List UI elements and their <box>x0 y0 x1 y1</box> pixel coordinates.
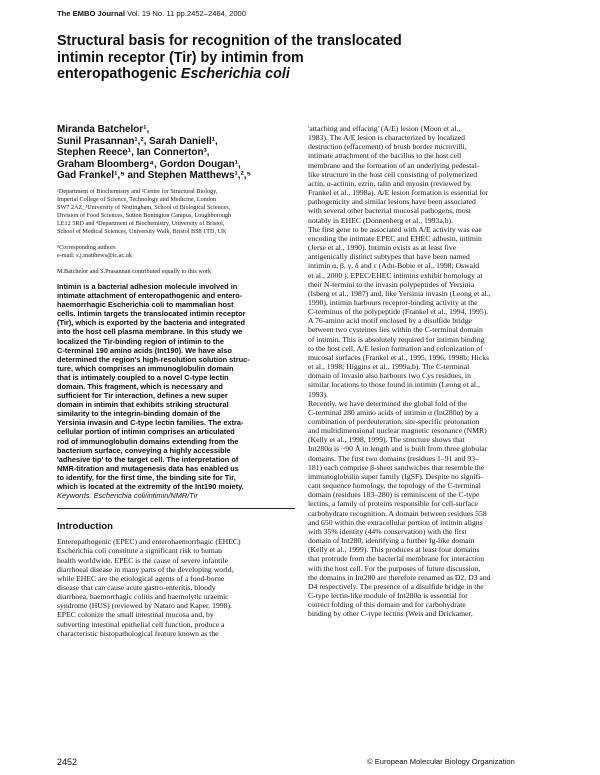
body-line: like structure in the host cell consisting of polymerized <box>308 169 478 179</box>
body-line: (Kelly et al., 1998, 1999). The structure shows that <box>308 435 465 445</box>
abstract-line: which is located at the extremity of the Int190 moiety. <box>57 482 244 492</box>
abstract-line: rod of immunoglobulin domains extending from the <box>57 436 239 446</box>
abstract-line: into the host cell plasma membrane. In this study we <box>57 327 243 337</box>
abstract-line: Yersinia invasin and C-type lectin families. The extra- <box>57 418 244 428</box>
body-line: mucosal surfaces (Frankel et al., 1995, 1996, 1998b; Hicks <box>308 352 490 362</box>
body-line: 1983). The A/E lesion is characterized by localized <box>308 133 465 143</box>
body-line: and 650 within the extracellular portion of intimin aligns <box>308 517 483 527</box>
abstract <box>57 282 295 500</box>
abstract-text <box>57 282 295 491</box>
author-line: Stephen Reece¹, Ian Connerton³, <box>57 147 210 159</box>
affiliation-line: Division of Food Sciences, Sutton Bonington Campus, Loughborough <box>57 211 232 219</box>
body-line: domain of Int280, identifying a further Ig-like domain <box>308 536 475 546</box>
body-line: membrane and the formation of an underlying pedestal- <box>308 160 480 170</box>
body-line: correct folding of this domain and for carbohydrate <box>308 600 466 610</box>
abstract-line: to identify, for the first time, the binding site for Tir, <box>57 472 236 482</box>
body-line: Int280α is ~90 Å in length and is built from three globular <box>308 444 488 454</box>
body-line: (Isberg et al., 1987) and, like Yersinia invasin (Leong et al., <box>308 288 491 298</box>
intro-line: diarrhoeal disease in many parts of the developing world, <box>57 564 234 574</box>
body-line: (Kelly et al., 1999). This produces at least four domains <box>308 545 480 555</box>
body-line: carbohydrate recognition. A domain between residues 558 <box>308 508 487 518</box>
body-line: the domains in Int280 are therefore renamed as D2, D3 and <box>308 572 491 582</box>
body-line: to the host cell, A/E lesion formation and colonization of <box>308 343 483 353</box>
body-line: between two cysteines lies within the C-terminal domain <box>308 325 483 335</box>
abstract-line: 'adhesive tip' to the target cell. The interpretation of <box>57 454 239 464</box>
abstract-line: domain in intimin that exhibits striking structural <box>57 400 229 410</box>
section-divider <box>57 508 295 509</box>
affiliation-line <box>57 260 295 268</box>
abstract-line: bacterium surface, conveying a highly accessible <box>57 445 231 455</box>
body-line: with 35% identity (44% conservation) with the first <box>308 526 467 536</box>
author-line: Sunil Prasannan¹,², Sarah Daniell¹, <box>57 135 218 147</box>
body-line: Recently, we have determined the global fold of the <box>308 398 467 408</box>
abstract-line: similarity to the integrin-binding domain of the <box>57 409 221 419</box>
affiliation-line: e-mail: s.j.matthews@ic.ac.uk <box>57 251 132 259</box>
abstract-line: localized the Tir-binding region of intimin to the <box>57 336 224 346</box>
running-header <box>57 9 246 18</box>
journal-name: The EMBO Journal <box>57 9 125 18</box>
body-line: with the host cell. For the purposes of future discussion, <box>308 563 481 573</box>
keywords <box>57 491 295 500</box>
author-line: Gad Frankel¹,⁵ and Stephen Matthews¹,²,⁵ <box>57 170 252 182</box>
body-line: and multidimensional nuclear magnetic resonance (NMR) <box>308 426 487 436</box>
intro-line: disease that can cause acute gastro-enteritis, bloody <box>57 583 216 592</box>
body-line: Frankel et al., 1998a). A/E lesion formation is essential for <box>308 188 489 198</box>
abstract-line: Intimin is a bacterial adhesion molecule involved in <box>57 281 238 291</box>
abstract-line: (Tir), which is exported by the bacteria and integrated <box>57 318 245 328</box>
body-line: 181) each comprise β-sheet sandwiches that resemble the <box>308 462 485 472</box>
right-column <box>308 124 545 618</box>
affiliation-line: SW7 2AZ, ³University of Nottingham, School of Biological Sciences, <box>57 203 231 211</box>
affiliations <box>57 188 295 276</box>
publisher-notice: © European Molecular Biology Organization <box>367 757 515 766</box>
introduction-text <box>57 537 295 638</box>
body-line: domains. The first two domains (residues 1–91 and 93– <box>308 453 479 463</box>
title-line: intimin receptor (Tir) by intimin from <box>57 49 304 66</box>
author-line: Graham Bloomberg⁴, Gordon Dougan¹, <box>57 158 241 170</box>
body-line: immunoglobulin super family (IgSF). Despite no signifi- <box>308 471 483 481</box>
body-line: (Jerse et al., 1990). Intimin exists as at least five <box>308 243 457 253</box>
intro-line: EPEC colonize the small intestinal mucosa and, by <box>57 610 214 620</box>
body-line: 1990), intimin harbours receptor-binding activity at the <box>308 297 478 307</box>
journal-citation: Vol. 19 No. 11 pp.2452–2464, 2000 <box>127 9 246 18</box>
affiliation-line: ⁵Corresponding authors <box>57 243 116 251</box>
title-line: Structural basis for recognition of the translocated <box>57 33 402 49</box>
affiliation-line <box>57 236 295 244</box>
body-line: The first gene to be associated with A/E activity was eae <box>308 224 482 234</box>
intro-line: health worldwide. EPEC is the cause of severe infantile <box>57 555 228 565</box>
body-line: that protrude from the bacterial membrane for interaction <box>308 554 485 564</box>
author-line: Miranda Batchelor¹, <box>57 124 150 135</box>
abstract-line: C-terminal 190 amino acids (Int190). We have also <box>57 345 232 355</box>
body-line: A 76-amino acid motif enclosed by a disulfide bridge <box>308 316 472 326</box>
abstract-line: determined the region's high-resolution solution struc- <box>57 354 250 364</box>
body-line: domain of invasin also harbours two Cys residues, in <box>308 371 471 381</box>
keywords-text: Escherichia coli/intimin/NMR/Tir <box>93 491 198 501</box>
abstract-line: NMR-titration and mutagenesis data has enabled us <box>57 463 239 473</box>
affiliation-line: LE12 5RD and ⁴Department of Biochemistry, University of Bristol, <box>57 219 225 227</box>
body-line: of intimin. This is absolutely required for intimin binding <box>308 334 485 344</box>
title-line-text: enteropathogenic <box>57 66 181 83</box>
intro-line: while EHEC are the etiological agents of a food-borne <box>57 573 225 583</box>
intro-line: Enteropathogenic (EPEC) and enterohaemorrhagic (EHEC) <box>57 537 241 547</box>
abstract-line: haemorrhagic Escherichia coli to mammalian host <box>57 300 234 310</box>
abstract-line: that is intimately coupled to a novel C-type lectin <box>57 372 229 382</box>
body-line: 'attaching and effacing' (A/E) lesion (Moon et al., <box>308 124 461 133</box>
author-list <box>57 124 295 182</box>
body-line: intimin α, β, γ, δ and ε (Adu-Bobie et al., 1998; Oswald <box>308 261 480 271</box>
body-line: destruction (effacement) of brush border microvilli, <box>308 142 467 152</box>
body-line: cant sequence homology, the topology of the C-terminal <box>308 481 481 491</box>
left-column <box>57 124 295 638</box>
body-line: pathogenicity and similar lesions have been associated <box>308 197 476 207</box>
body-line: notably in EHEC (Donnenberg et al., 1993a,b). <box>308 215 454 225</box>
abstract-line: domain. This fragment, which is necessary and <box>57 382 223 391</box>
body-line: et al., 2000 ). EPEC/EHEC intimins exhibit homology at <box>308 270 483 280</box>
body-line: actin, α-actinin, ezrin, talin and myosin (reviewed by <box>308 178 471 188</box>
affiliation-line: Imperial College of Science, Technology and Medicine, London <box>57 195 217 203</box>
article-title <box>57 33 497 83</box>
body-line: C-type lectin-like module of Int280α is essential for <box>308 590 468 600</box>
abstract-line: sufficient for Tir interaction, defines a new super <box>57 391 228 401</box>
affiliation-line: School of Medical Sciences, University Walk, Bristol BS8 1TD, UK <box>57 227 227 235</box>
body-line: encoding the intimate EPEC and EHEC adhesin, intimin <box>308 233 482 243</box>
body-line: lectins, a family of proteins responsible for cell-surface <box>308 499 478 509</box>
body-line: their N-termini to the invasin polypeptides of Yersinia <box>308 279 475 289</box>
abstract-line: ture, which comprises an immunoglobulin domain <box>57 363 234 373</box>
intro-line: subverting intestinal epithelial cell function, produce a <box>57 619 225 629</box>
body-line: intimate attachment of the bacillus to the host cell <box>308 151 462 161</box>
right-column-text <box>308 124 545 618</box>
affiliation-line: ¹Department of Biochemistry and ²Centre for Structural Biology, <box>57 187 218 195</box>
introduction-heading: Introduction <box>57 521 113 533</box>
abstract-line: cells. Intimin targets the translocated intimin receptor <box>57 309 246 319</box>
intro-line: diarrhoea, haemorrhagic colitis and haemolytic uraemic <box>57 592 229 602</box>
body-line: antigenically distinct subtypes that have been named <box>308 252 470 262</box>
body-line: similar locations to those found in intimin (Leong et al., <box>308 380 480 390</box>
intro-line: syndrome (HUS) (reviewed by Nataro and Kaper, 1998). <box>57 601 232 611</box>
body-line: C-terminus of the polypeptide (Frankel et al., 1994, 1995). <box>308 307 489 317</box>
body-line: C-terminal 280 amino acids of intimin α (Int280α) by a <box>308 407 479 417</box>
affiliation-line: M.Batchelor and S.Prasannan contributed equally to this work <box>57 267 212 275</box>
body-line: domain (residues 183–280) is reminiscent of the C-type <box>308 490 480 500</box>
body-line: 1993). <box>308 389 328 399</box>
page-number: 2452 <box>57 757 78 767</box>
title-line <box>57 66 497 83</box>
abstract-line: intimate attachment of enteropathogenic and entero- <box>57 291 243 301</box>
body-line: combination of perdeuteration, site-specific protonation <box>308 417 480 426</box>
body-line: binding by other C-type lectins (Weis and Drickamer, <box>308 609 473 619</box>
keywords-label: Keywords: <box>57 491 94 501</box>
body-line: with several other bacterial mucosal pathogens, most <box>308 206 471 216</box>
intro-line: Escherichia coli constitute a significant risk to human <box>57 546 223 556</box>
title-species: Escherichia coli <box>180 66 290 83</box>
body-line: et al., 1998; Higgins et al., 1999a,b). The C-terminal <box>308 362 470 372</box>
intro-line: characteristic histopathological feature known as the <box>57 628 219 638</box>
abstract-line: cellular portion of intimin comprises an articulated <box>57 427 235 437</box>
body-line: D4 respectively. The presence of a disulfide bridge in the <box>308 581 484 591</box>
